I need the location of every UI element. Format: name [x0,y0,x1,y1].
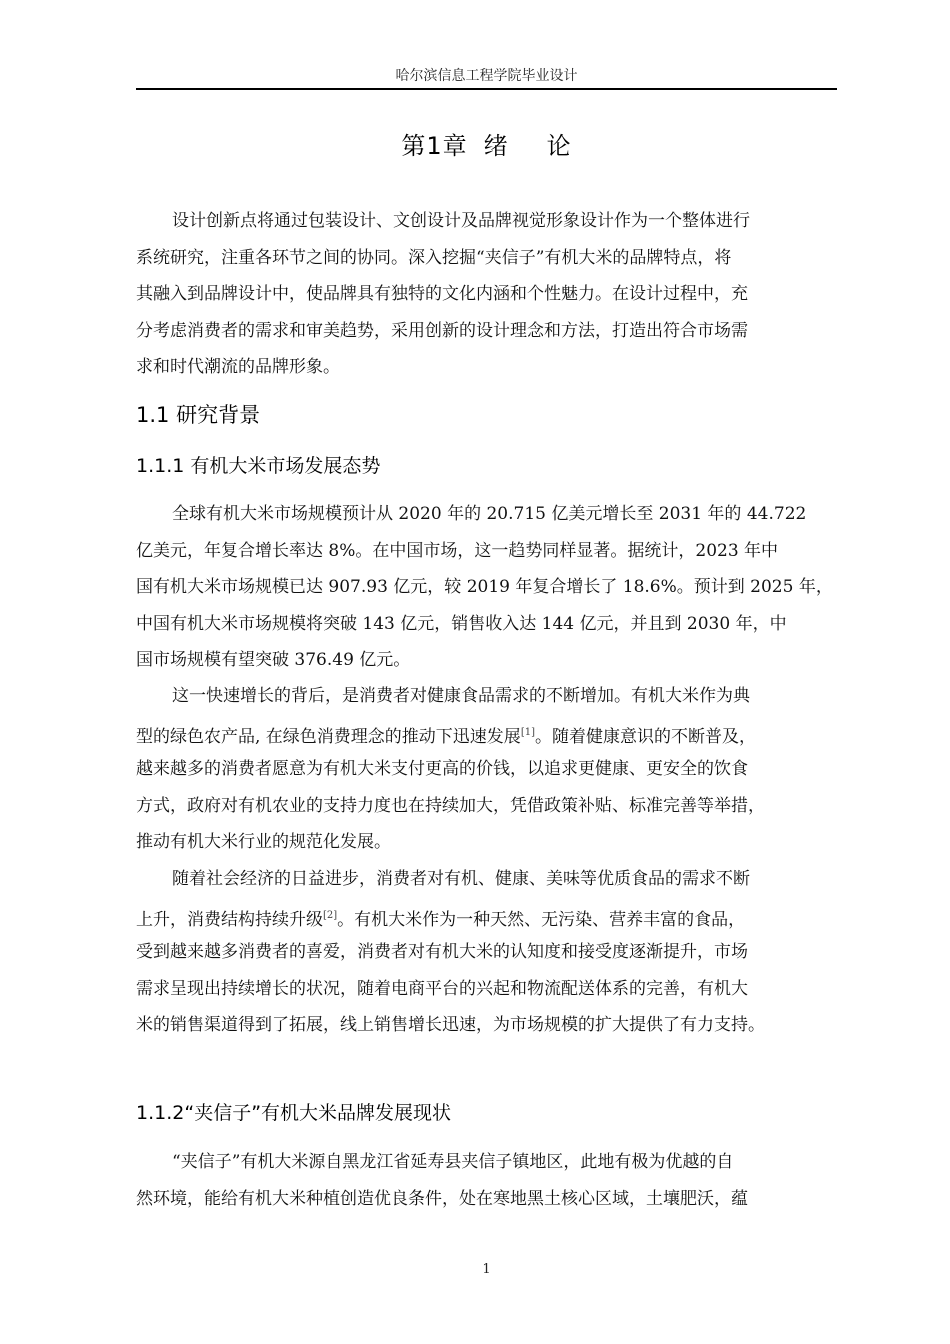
text-line: 受到越来越多消费者的喜爱，消费者对有机大米的认知度和接受度逐渐提升，市场 [136,942,748,962]
text-line: 米的销售渠道得到了拓展，线上销售增长迅速，为市场规模的扩大提供了有力支持。 [136,1015,765,1035]
section-heading-1-1-1: 1.1.1 有机大米市场发展态势 [136,455,381,477]
text-line: 这一快速增长的背后，是消费者对健康食品需求的不断增加。有机大米作为典 [172,686,750,706]
text-line: 国市场规模有望突破 376.49 亿元。 [136,650,411,670]
text-line: 国有机大米市场规模已达 907.93 亿元，较 2019 年复合增长了 18.6%。预计到 2025 年， [136,577,833,597]
header-rule [136,88,837,90]
page-number: 1 [482,1262,491,1277]
text-line: “夹信子”有机大米源自黑龙江省延寿县夹信子镇地区，此地有极为优越的自 [172,1152,734,1172]
chapter-number: 第1章 [401,132,468,160]
brand-paragraph [136,1144,848,1217]
text-segment: 型的绿色农产品, 在绿色消费理念的推动下迅速发展 [136,726,521,747]
section-heading-1-1: 1.1 研究背景 [136,403,261,427]
text-line: 全球有机大米市场规模预计从 2020 年的 20.715 亿美元增长至 2031 年的 44.722 [172,504,807,524]
chapter-title [136,128,837,164]
consumption-paragraph [136,861,848,1044]
text-line: 其融入到品牌设计中，使品牌具有独特的文化内涵和个性魅力。在设计过程中，充 [136,284,748,304]
chapter-title-char-1: 绪 [483,132,509,160]
chapter-title-char-2: 论 [546,132,572,160]
text-line: 推动有机大米行业的规范化发展。 [136,832,391,852]
text-line: 方式，政府对有机农业的支持力度也在持续加大，凭借政策补贴、标准完善等举措， [136,795,765,816]
text-line: 需求呈现出持续增长的状况，随着电商平台的兴起和物流配送体系的完善，有机大 [136,978,748,999]
text-line [136,715,848,752]
text-line: 系统研究，注重各环节之间的协同。深入挖掘“夹信子”有机大米的品牌特点，将 [136,247,732,268]
intro-paragraph [136,203,848,386]
text-line: 亿美元，年复合增长率达 8%。在中国市场，这一趋势同样显著。据统计，2023 年中 [136,540,779,561]
text-line: 然环境，能给有机大米种植创造优良条件，处在寒地黑土核心区域，土壤肥沃，蕴 [136,1188,748,1209]
text-segment: 。随着健康意识的不断普及， [534,726,756,747]
running-header: 哈尔滨信息工程学院毕业设计 [395,68,578,84]
citation-ref-2[interactable]: [2] [323,909,338,921]
text-line [136,898,848,935]
text-line: 设计创新点将通过包装设计、文创设计及品牌视觉形象设计作为一个整体进行 [172,211,750,231]
text-segment: 上升，消费结构持续升级 [136,909,323,930]
text-line: 分考虑消费者的需求和审美趋势，采用创新的设计理念和方法，打造出符合市场需 [136,320,748,341]
citation-ref-1[interactable]: [1] [520,726,535,738]
text-line: 中国有机大米市场规模将突破 143 亿元，销售收入达 144 亿元，并且到 2030 年，中 [136,613,787,634]
text-segment: 。有机大米作为一种天然、无污染、营养丰富的食品， [337,909,746,930]
text-line: 求和时代潮流的品牌形象。 [136,357,340,377]
text-line: 随着社会经济的日益进步，消费者对有机、健康、美味等优质食品的需求不断 [172,869,750,889]
section-heading-1-1-2: 1.1.2“夹信子”有机大米品牌发展现状 [136,1102,452,1124]
text-line: 越来越多的消费者愿意为有机大米支付更高的价钱，以追求更健康、更安全的饮食 [136,759,748,779]
growth-paragraph [136,678,848,861]
market-paragraph [136,496,848,679]
